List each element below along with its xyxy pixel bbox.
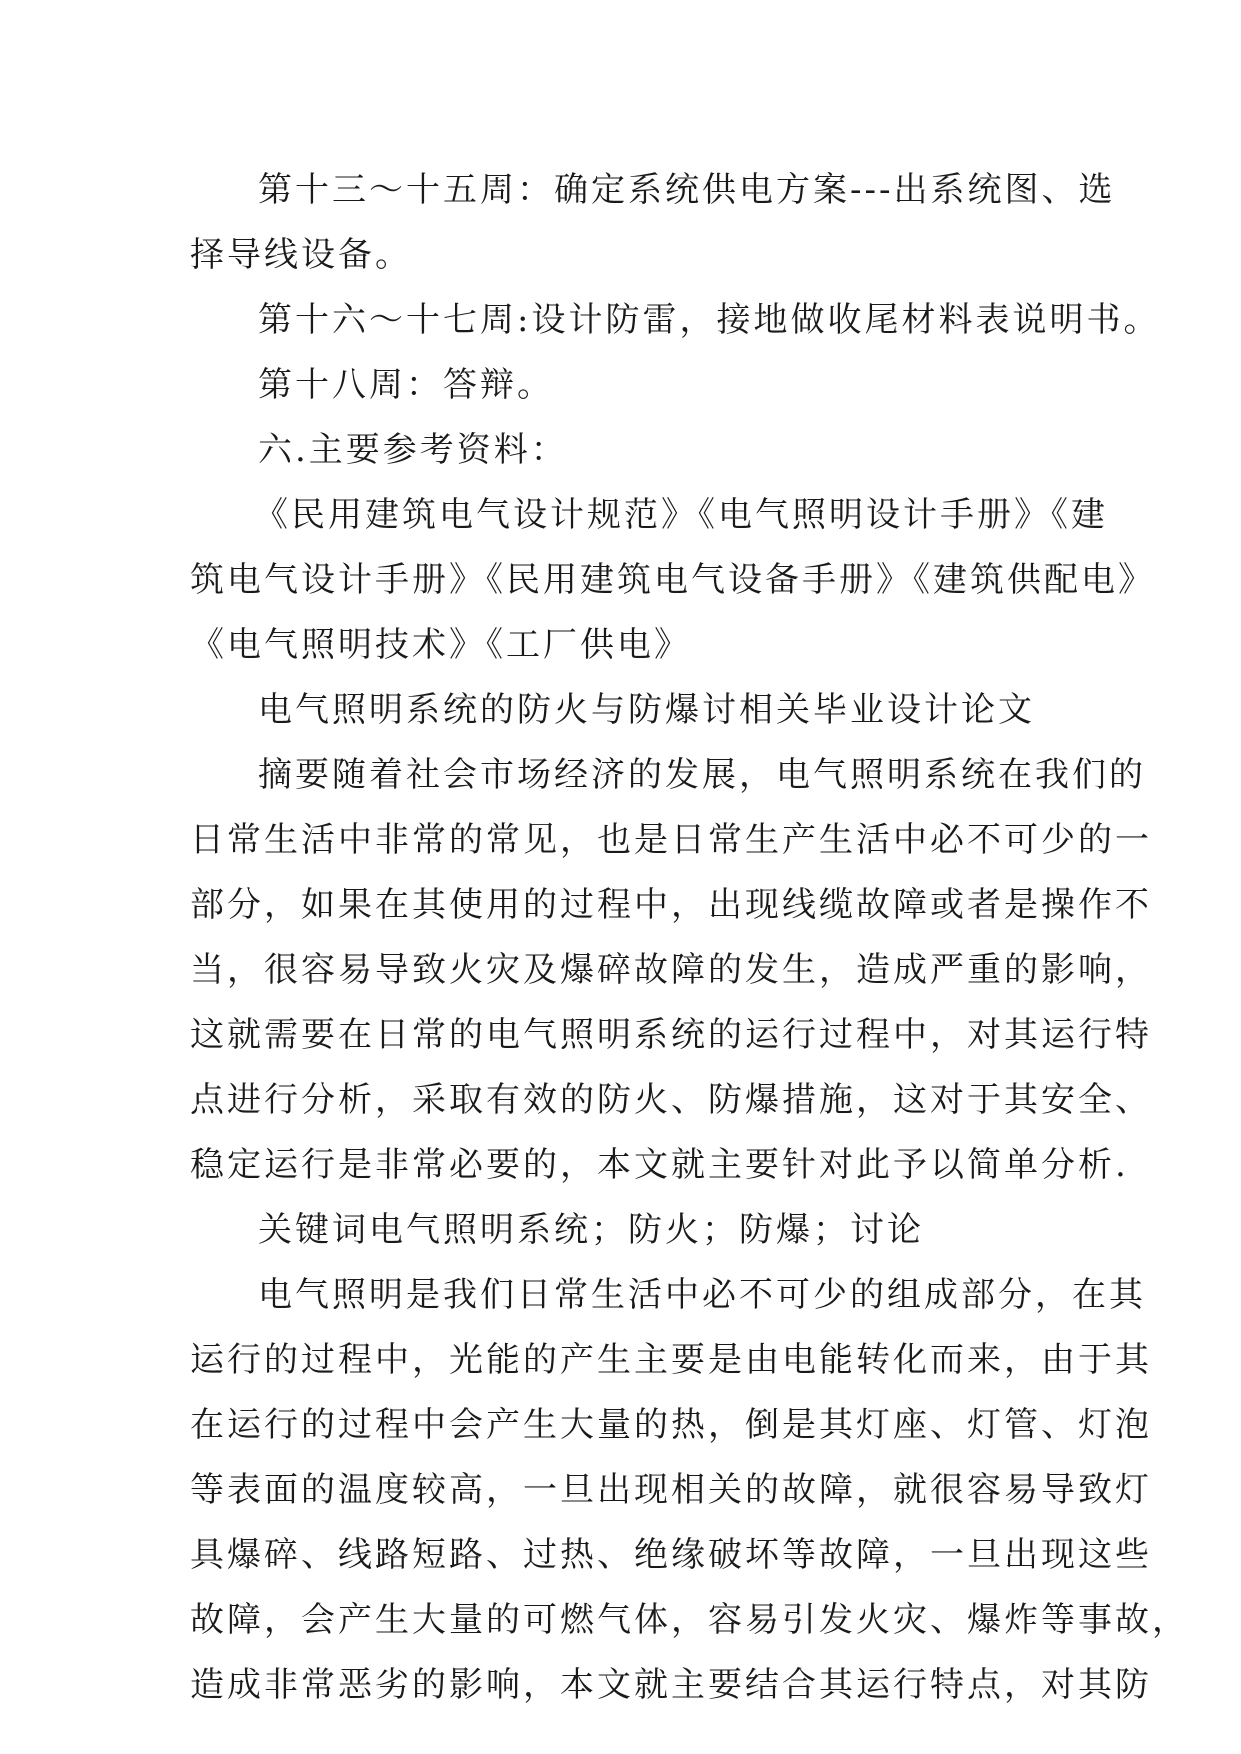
text-line: 第十三～十五周：确定系统供电方案---出系统图、选 [258,170,1116,210]
reference-line: 筑电气设计手册》《民用建筑电气设备手册》《建筑供配电》 [190,560,1155,600]
paper-title: 电气照明系统的防火与防爆讨相关毕业设计论文 [258,690,1035,730]
body-line: 在运行的过程中会产生大量的热，倒是其灯座、灯管、灯泡 [190,1405,1152,1445]
abstract-line: 日常生活中非常的常见，也是日常生产生活中必不可少的一 [190,820,1152,860]
body-line: 造成非常恶劣的影响，本文就主要结合其运行特点，对其防 [190,1665,1152,1705]
abstract-line: 摘要随着社会市场经济的发展，电气照明系统在我们的 [258,755,1146,795]
abstract-line: 部分，如果在其使用的过程中，出现线缆故障或者是操作不 [190,885,1152,925]
abstract-line: 这就需要在日常的电气照明系统的运行过程中，对其运行特 [190,1015,1152,1055]
reference-line: 《民用建筑电气设计规范》《电气照明设计手册》《建 [254,495,1108,535]
reference-line: 《电气照明技术》《工厂供电》 [190,625,691,665]
section-heading: 六.主要参考资料： [258,430,568,470]
text-line: 第十六～十七周:设计防雷，接地做收尾材料表说明书。 [258,300,1161,340]
text-line: 择导线设备。 [190,235,412,275]
abstract-line: 当，很容易导致火灾及爆碎故障的发生，造成严重的影响， [190,950,1152,990]
text-line: 第十八周：答辩。 [258,365,554,405]
keywords-line: 关键词电气照明系统；防火；防爆；讨论 [258,1210,924,1250]
document-body [190,158,1189,1718]
body-line: 等表面的温度较高，一旦出现相关的故障，就很容易导致灯 [190,1470,1152,1510]
body-line: 具爆碎、线路短路、过热、绝缘破坏等故障，一旦出现这些 [190,1535,1152,1575]
abstract-line: 点进行分析，采取有效的防火、防爆措施，这对于其安全、 [190,1080,1152,1120]
body-line: 电气照明是我们日常生活中必不可少的组成部分，在其 [258,1275,1146,1315]
body-line: 故障，会产生大量的可燃气体，容易引发火灾、爆炸等事故， [190,1600,1189,1640]
body-line: 运行的过程中，光能的产生主要是由电能转化而来，由于其 [190,1340,1152,1380]
abstract-line: 稳定运行是非常必要的，本文就主要针对此予以简单分析. [190,1145,1129,1185]
